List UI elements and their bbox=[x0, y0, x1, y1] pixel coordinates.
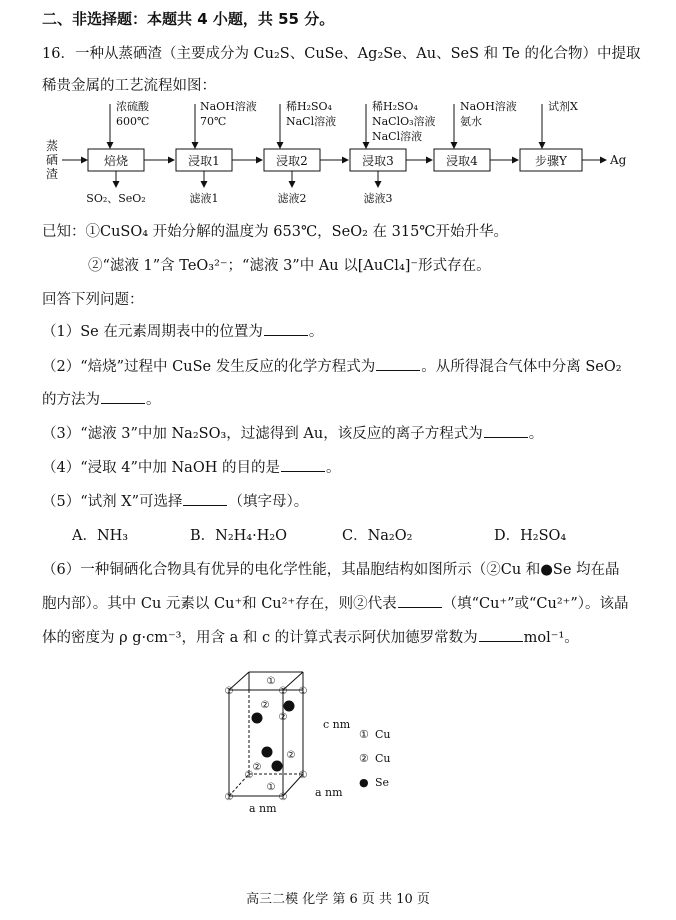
sub-question-6-line2: 胞内部）。其中 Cu 元素以 Cu⁺和 Cu²⁺存在，则②代表 （填“Cu⁺”或“Cu²⁺”）。该晶 bbox=[42, 596, 629, 612]
svg-text:①: ① bbox=[266, 782, 276, 793]
svg-text:①: ① bbox=[224, 686, 234, 697]
input-leach2-1: 稀H₂SO₄ bbox=[286, 100, 332, 113]
svg-text:②: ② bbox=[252, 762, 262, 773]
raw-material-label-2: 硒 bbox=[46, 153, 59, 167]
input-leach3-3: NaCl溶液 bbox=[372, 130, 423, 143]
step-label-leach3: 浸取3 bbox=[362, 154, 394, 168]
section-title: 二、非选择题：本题共 4 小题，共 55 分。 bbox=[42, 10, 335, 28]
output-leach3: 滤液3 bbox=[363, 192, 393, 205]
option-d[interactable]: D．H₂SO₄ bbox=[494, 528, 567, 544]
answer-blank-6b[interactable] bbox=[479, 629, 523, 642]
input-leach1-1: NaOH溶液 bbox=[200, 100, 257, 113]
svg-text:①: ① bbox=[224, 792, 234, 803]
output-leach1: 滤液1 bbox=[189, 192, 219, 205]
answer-blank-5[interactable] bbox=[183, 493, 227, 506]
option-b[interactable]: B．N₂H₄·H₂O bbox=[190, 528, 288, 544]
known-info-2: ②“滤液 1”含 TeO₃²⁻；“滤液 3”中 Au 以[AuCl₄]⁻形式存在。 bbox=[88, 258, 491, 274]
legend-name-1: Cu bbox=[375, 728, 391, 741]
answer-blank-1[interactable] bbox=[264, 323, 308, 336]
label-c-nm: c nm bbox=[323, 718, 351, 731]
answer-blank-2a[interactable] bbox=[376, 358, 420, 371]
sub-question-2-line2: 的方法为 。 bbox=[42, 392, 161, 408]
legend-symbol-3: ● bbox=[359, 776, 369, 789]
step-label-leach1: 浸取1 bbox=[188, 154, 220, 168]
svg-text:①: ① bbox=[298, 770, 308, 781]
input-leach4-1: NaOH溶液 bbox=[460, 100, 517, 113]
label-a-nm-bottom: a nm bbox=[249, 802, 277, 815]
step-label-step-y: 步骤Y bbox=[535, 154, 567, 168]
sub-question-3: （3）“滤液 3”中加 Na₂SO₃，过滤得到 Au，该反应的离子方程式为 。 bbox=[42, 426, 544, 442]
sub-question-1: （1）Se 在元素周期表中的位置为 。 bbox=[42, 324, 324, 340]
process-flow-diagram bbox=[40, 100, 640, 210]
page-footer: 高三二模 化学 第 6 页 共 10 页 bbox=[246, 892, 430, 907]
svg-text:②: ② bbox=[260, 700, 270, 711]
output-roast: SO₂、SeO₂ bbox=[86, 192, 146, 205]
answer-blank-6a[interactable] bbox=[398, 595, 442, 608]
sub-question-6-line3: 体的密度为 ρ g·cm⁻³，用含 a 和 c 的计算式表示阿伏加德罗常数为 mol⁻¹。 bbox=[42, 630, 579, 646]
input-leach3-2: NaClO₃溶液 bbox=[372, 115, 436, 128]
svg-text:①: ① bbox=[278, 792, 288, 803]
question-16-intro-line1: 16．一种从蒸硒渣（主要成分为 Cu₂S、CuSe、Ag₂Se、Au、SeS 和 Te 的化合物）中提取 bbox=[42, 46, 641, 62]
answer-blank-3[interactable] bbox=[484, 425, 528, 438]
step-label-roast: 焙烧 bbox=[103, 154, 129, 168]
input-leach1-2: 70℃ bbox=[200, 115, 227, 128]
option-a[interactable]: A．NH₃ bbox=[72, 528, 129, 544]
legend-symbol-1: ① bbox=[359, 728, 369, 741]
input-step-y: 试剂X bbox=[548, 100, 578, 113]
legend-symbol-2: ② bbox=[359, 752, 369, 765]
sub-question-6-line1: （6）一种铜硒化合物具有优异的电化学性能，其晶胞结构如图所示（②Cu 和●Se 均在晶 bbox=[42, 562, 620, 578]
svg-text:①: ① bbox=[278, 686, 288, 697]
product-label: Ag bbox=[610, 153, 627, 167]
legend-name-3: Se bbox=[375, 776, 390, 789]
sub-question-5: （5）“试剂 X”可选择 （填字母）。 bbox=[42, 494, 309, 510]
raw-material-label-1: 蒸 bbox=[46, 139, 59, 153]
svg-text:②: ② bbox=[286, 750, 296, 761]
answer-prompt: 回答下列问题： bbox=[42, 292, 144, 308]
input-leach4-2: 氨水 bbox=[460, 115, 482, 128]
sub-question-2-line1: （2）“焙烧”过程中 CuSe 发生反应的化学方程式为 。从所得混合气体中分离 SeO₂ bbox=[42, 359, 622, 375]
option-c[interactable]: C．Na₂O₂ bbox=[342, 528, 413, 544]
output-leach2: 滤液2 bbox=[277, 192, 307, 205]
svg-text:①: ① bbox=[298, 686, 308, 697]
label-a-nm-side: a nm bbox=[315, 786, 343, 799]
input-leach2-2: NaCl溶液 bbox=[286, 115, 337, 128]
step-label-leach4: 浸取4 bbox=[446, 154, 478, 168]
step-label-leach2: 浸取2 bbox=[276, 154, 308, 168]
input-roast-2: 600℃ bbox=[116, 115, 150, 128]
sub-question-4: （4）“浸取 4”中加 NaOH 的目的是 。 bbox=[42, 460, 341, 476]
answer-blank-2b[interactable] bbox=[101, 391, 145, 404]
svg-text:②: ② bbox=[278, 712, 288, 723]
answer-blank-4[interactable] bbox=[281, 459, 325, 472]
input-leach3-1: 稀H₂SO₄ bbox=[372, 100, 418, 113]
raw-material-label-3: 渣 bbox=[46, 167, 59, 181]
svg-text:①: ① bbox=[244, 770, 254, 781]
svg-text:①: ① bbox=[266, 676, 276, 687]
crystal-cell-diagram bbox=[215, 668, 415, 818]
input-roast-1: 浓硫酸 bbox=[116, 100, 149, 113]
known-info-1: 已知：①CuSO₄ 开始分解的温度为 653℃，SeO₂ 在 315℃开始升华。 bbox=[42, 224, 509, 240]
legend-name-2: Cu bbox=[375, 752, 391, 765]
question-16-intro-line2: 稀贵金属的工艺流程如图： bbox=[42, 78, 216, 94]
